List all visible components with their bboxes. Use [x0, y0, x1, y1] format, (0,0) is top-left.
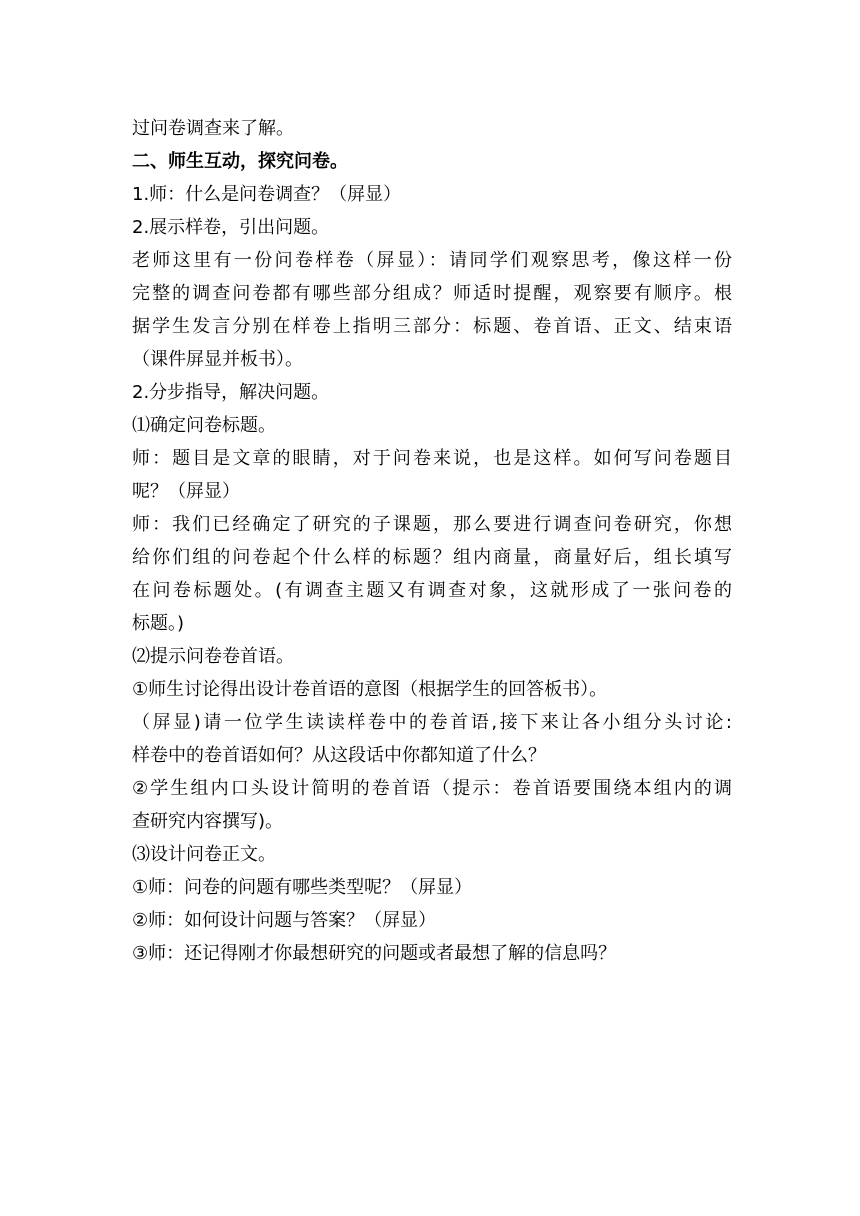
text-line: 在问卷标题处。(有调查主题又有调查对象，这就形成了一张问卷的: [132, 580, 732, 601]
text-line: ②师：如何设计问题与答案？（屏显）: [132, 910, 437, 931]
text-line: 完整的调查问卷都有哪些部分组成？师适时提醒，观察要有顺序。根: [132, 283, 732, 304]
text-line: 呢？（屏显）: [132, 481, 240, 502]
text-line: 师：题目是文章的眼睛，对于问卷来说，也是这样。如何写问卷题目: [132, 448, 732, 469]
text-line: （屏显)请一位学生读读样卷中的卷首语,接下来让各小组分头讨论:: [132, 712, 732, 733]
text-line: 过问卷调查来了解。: [132, 118, 294, 139]
text-line: （课件屏显并板书）。: [132, 349, 303, 370]
text-line: ⑶设计问卷正文。: [132, 844, 276, 865]
text-line: ⑵提示问卷卷首语。: [132, 646, 294, 667]
text-line: ①师生讨论得出设计卷首语的意图（根据学生的回答板书）。: [132, 679, 608, 700]
text-line: 老师这里有一份问卷样卷（屏显）：请同学们观察思考，像这样一份: [132, 250, 732, 271]
text-line: 查研究内容撰写)。: [132, 811, 284, 832]
text-line: ②学生组内口头设计简明的卷首语（提示：卷首语要围绕本组内的调: [132, 778, 732, 799]
text-line: ⑴确定问卷标题。: [132, 415, 276, 436]
text-line: 2.分步指导，解决问题。: [132, 382, 330, 403]
text-line: 给你们组的问卷起个什么样的标题？组内商量，商量好后，组长填写: [132, 547, 732, 568]
text-line: 师：我们已经确定了研究的子课题，那么要进行调查问卷研究，你想: [132, 514, 732, 535]
text-line: 1.师：什么是问卷调查？（屏显）: [132, 184, 402, 205]
text-line: ③师：还记得刚才你最想研究的问题或者最想了解的信息吗？: [132, 943, 617, 964]
text-line: 2.展示样卷，引出问题。: [132, 217, 330, 238]
text-line: 样卷中的卷首语如何？从这段话中你都知道了什么？: [132, 745, 546, 766]
text-line: ①师：问卷的问题有哪些类型呢？（屏显）: [132, 877, 473, 898]
text-line: 标题。): [132, 613, 185, 634]
text-line: 据学生发言分别在样卷上指明三部分：标题、卷首语、正文、结束语: [132, 316, 732, 337]
section-heading: 二、师生互动，探究问卷。: [132, 151, 348, 172]
document-body: [132, 112, 732, 970]
